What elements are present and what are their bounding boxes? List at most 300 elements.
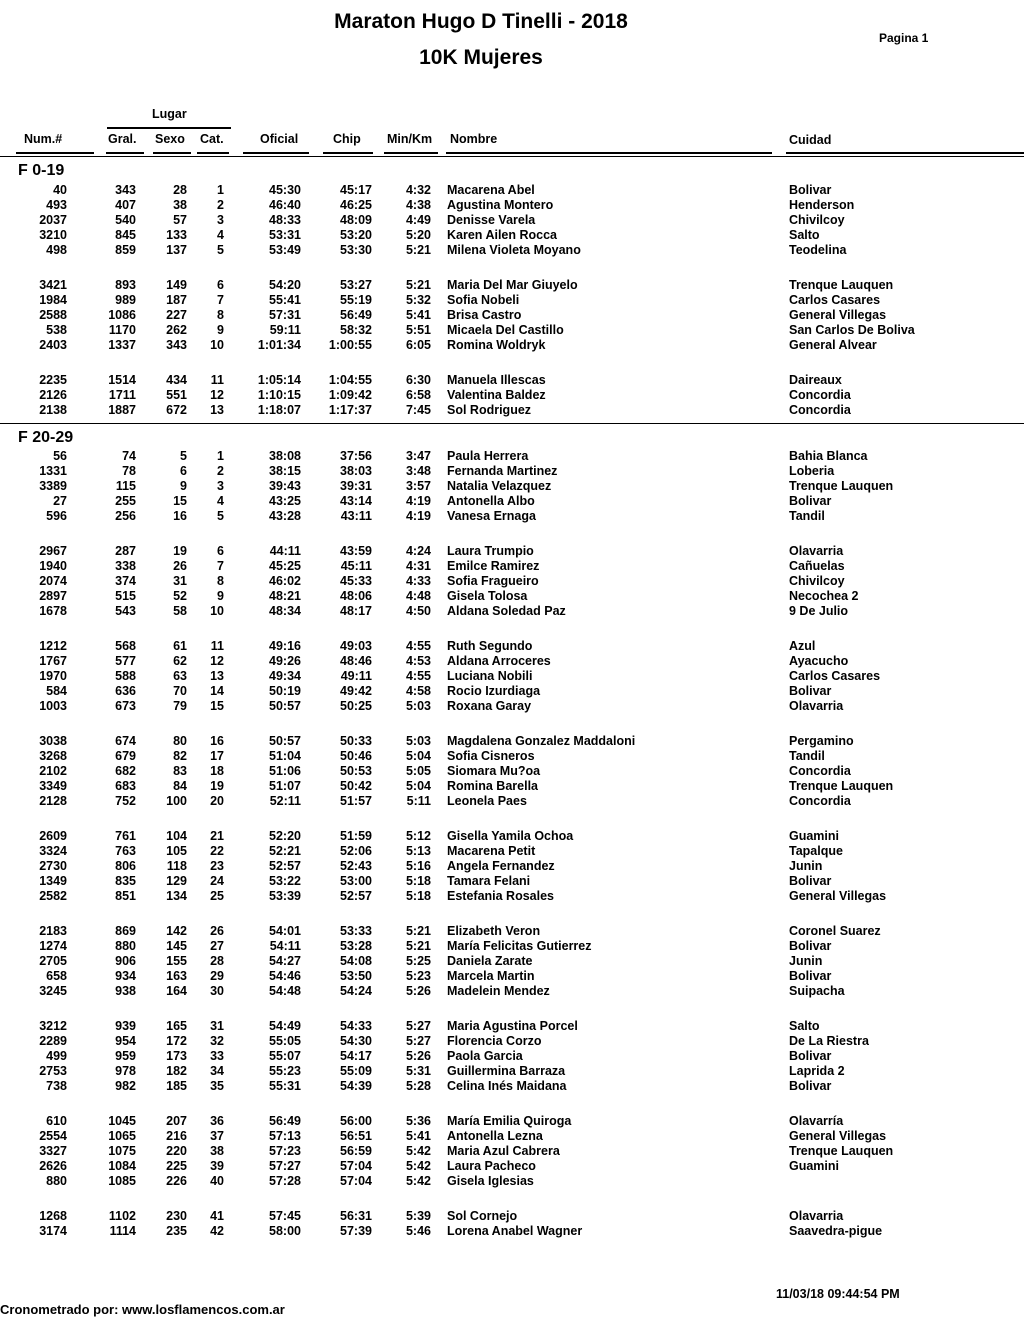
time-chip: 56:00: [340, 1113, 372, 1128]
place-gender: 182: [166, 1063, 187, 1078]
place-gender: 145: [166, 938, 187, 953]
time-chip: 1:00:55: [328, 337, 372, 352]
place-overall: 577: [115, 653, 136, 668]
pace: 5:31: [405, 1063, 431, 1078]
runner-city: De La Riestra: [789, 1033, 869, 1048]
bib-number: 3349: [39, 778, 67, 793]
time-official: 50:19: [269, 683, 301, 698]
runner-city: General Villegas: [789, 888, 887, 903]
pace: 5:32: [405, 292, 431, 307]
time-official: 52:11: [269, 793, 301, 808]
place-category: 21: [210, 828, 224, 843]
bib-number: 27: [53, 493, 67, 508]
time-official: 46:40: [269, 197, 301, 212]
place-gender: 105: [166, 843, 187, 858]
place-overall: 543: [115, 603, 136, 618]
time-chip: 48:17: [340, 603, 372, 618]
place-gender: 83: [173, 763, 187, 778]
pace: 5:03: [405, 698, 431, 713]
runner-city: Pergamino: [789, 733, 854, 748]
table-row: [0, 243, 1024, 258]
time-chip: 56:49: [340, 307, 372, 322]
place-category: 29: [210, 968, 224, 983]
place-category: 30: [210, 983, 224, 998]
place-gender: 551: [166, 387, 187, 402]
pace: 4:55: [405, 638, 431, 653]
time-official: 45:25: [269, 558, 301, 573]
pace: 5:03: [405, 733, 431, 748]
table-row: [0, 1079, 1024, 1094]
runner-name: Macarena Abel: [447, 182, 535, 197]
runner-name: Marcela Martin: [447, 968, 535, 983]
col-header-sexo: Sexo: [155, 132, 185, 146]
time-chip: 55:19: [340, 292, 372, 307]
place-overall: 934: [115, 968, 136, 983]
runner-name: Maria Agustina Porcel: [447, 1018, 578, 1033]
runner-name: Gisela Iglesias: [447, 1173, 534, 1188]
col-header-chip: Chip: [333, 132, 361, 146]
bib-number: 584: [46, 683, 67, 698]
bib-number: 56: [53, 448, 67, 463]
place-category: 22: [210, 843, 224, 858]
time-chip: 1:17:37: [328, 402, 372, 417]
time-official: 45:30: [269, 182, 301, 197]
place-gender: 226: [166, 1173, 187, 1188]
place-gender: 15: [173, 493, 187, 508]
time-chip: 54:24: [340, 983, 372, 998]
table-row: [0, 1129, 1024, 1144]
pace: 7:45: [405, 402, 431, 417]
time-chip: 54:17: [340, 1048, 372, 1063]
runner-name: Madelein Mendez: [447, 983, 550, 998]
time-official: 57:31: [269, 307, 301, 322]
place-overall: 761: [115, 828, 136, 843]
runner-name: Laura Trumpio: [447, 543, 534, 558]
header-underline-chip: [323, 152, 373, 154]
bib-number: 3324: [39, 843, 67, 858]
time-official: 55:23: [269, 1063, 301, 1078]
report-subtitle: 10K Mujeres: [419, 46, 543, 69]
bib-number: 596: [46, 508, 67, 523]
place-overall: 1086: [108, 307, 136, 322]
place-overall: 256: [115, 508, 136, 523]
time-chip: 38:03: [340, 463, 372, 478]
runner-name: Daniela Zarate: [447, 953, 533, 968]
time-chip: 50:25: [340, 698, 372, 713]
place-gender: 155: [166, 953, 187, 968]
bib-number: 1274: [39, 938, 67, 953]
runner-city: General Alvear: [789, 337, 877, 352]
time-official: 54:46: [269, 968, 301, 983]
pace: 5:05: [405, 763, 431, 778]
runner-name: Paola Garcia: [447, 1048, 523, 1063]
table-row: [0, 388, 1024, 403]
time-chip: 50:33: [340, 733, 372, 748]
runner-city: Daireaux: [789, 372, 842, 387]
place-category: 9: [217, 588, 224, 603]
table-row: [0, 1209, 1024, 1224]
time-official: 48:33: [269, 212, 301, 227]
runner-city: Trenque Lauquen: [789, 478, 894, 493]
runner-city: Tandil: [789, 748, 825, 763]
table-row: [0, 1034, 1024, 1049]
place-gender: 58: [173, 603, 187, 618]
place-gender: 82: [173, 748, 187, 763]
table-row: [0, 604, 1024, 619]
table-row: [0, 449, 1024, 464]
place-category: 11: [210, 638, 224, 653]
table-row: [0, 494, 1024, 509]
time-official: 43:25: [269, 493, 301, 508]
time-chip: 49:11: [340, 668, 372, 683]
place-gender: 230: [166, 1208, 187, 1223]
runner-city: Bolivar: [789, 493, 832, 508]
runner-name: Angela Fernandez: [447, 858, 555, 873]
category-heading: F 20-29: [18, 429, 74, 446]
bib-number: 498: [46, 242, 67, 257]
bib-number: 499: [46, 1048, 67, 1063]
runner-city: Trenque Lauquen: [789, 277, 894, 292]
place-category: 14: [210, 683, 224, 698]
time-official: 48:21: [269, 588, 301, 603]
place-overall: 880: [115, 938, 136, 953]
col-header-minkm: Min/Km: [387, 132, 433, 146]
table-row: [0, 1019, 1024, 1034]
place-overall: 115: [115, 478, 136, 493]
place-overall: 588: [115, 668, 136, 683]
place-gender: 149: [166, 277, 187, 292]
table-row: [0, 859, 1024, 874]
place-overall: 568: [115, 638, 136, 653]
col-header-ciudad: Cuidad: [789, 133, 832, 147]
bib-number: 2609: [39, 828, 67, 843]
bib-number: 2126: [39, 387, 67, 402]
place-category: 38: [210, 1143, 224, 1158]
bib-number: 1212: [39, 638, 67, 653]
time-official: 58:00: [269, 1223, 301, 1238]
runner-name: Gisella Yamila Ochoa: [447, 828, 574, 843]
place-category: 24: [210, 873, 224, 888]
time-official: 50:57: [269, 698, 301, 713]
table-row: [0, 1114, 1024, 1129]
runner-name: Laura Pacheco: [447, 1158, 536, 1173]
pace: 4:32: [405, 182, 431, 197]
place-overall: 1711: [108, 387, 136, 402]
time-official: 53:49: [269, 242, 301, 257]
runner-name: Macarena Petit: [447, 843, 536, 858]
header-underline-ciudad: [786, 152, 1024, 154]
runner-city: Salto: [789, 227, 820, 242]
runner-name: Maria Del Mar Giuyelo: [447, 277, 578, 292]
pace: 4:31: [405, 558, 431, 573]
place-overall: 752: [115, 793, 136, 808]
runner-name: Natalia Velazquez: [447, 478, 552, 493]
time-official: 50:57: [269, 733, 301, 748]
pace: 6:30: [405, 372, 431, 387]
print-timestamp: 11/03/18 09:44:54 PM: [776, 1287, 900, 1301]
place-category: 1: [217, 182, 224, 197]
table-row: [0, 684, 1024, 699]
header-underline-cat: [197, 152, 229, 154]
place-category: 8: [217, 573, 224, 588]
bib-number: 2102: [39, 763, 67, 778]
table-row: [0, 198, 1024, 213]
bib-number: 2588: [39, 307, 67, 322]
time-chip: 52:57: [340, 888, 372, 903]
time-chip: 57:04: [340, 1173, 372, 1188]
place-category: 15: [210, 698, 224, 713]
time-chip: 52:43: [340, 858, 372, 873]
time-official: 55:31: [269, 1078, 301, 1093]
place-category: 4: [217, 493, 224, 508]
runner-name: Ruth Segundo: [447, 638, 533, 653]
bib-number: 2074: [39, 573, 67, 588]
runner-city: Bolivar: [789, 968, 832, 983]
runner-city: Bolivar: [789, 938, 832, 953]
place-gender: 79: [173, 698, 187, 713]
pace: 5:18: [405, 888, 431, 903]
place-overall: 1514: [108, 372, 136, 387]
table-row: [0, 293, 1024, 308]
header-underline-sexo: [153, 152, 191, 154]
place-overall: 806: [115, 858, 136, 873]
place-overall: 1887: [108, 402, 136, 417]
runner-city: Saavedra-pigue: [789, 1223, 883, 1238]
col-header-cat: Cat.: [200, 132, 224, 146]
place-category: 17: [210, 748, 224, 763]
place-gender: 104: [166, 828, 187, 843]
place-overall: 1065: [108, 1128, 136, 1143]
runner-city: Concordia: [789, 793, 851, 808]
table-row: [0, 278, 1024, 293]
runner-city: Bolivar: [789, 1048, 832, 1063]
bib-number: 2138: [39, 402, 67, 417]
runner-city: Bahia Blanca: [789, 448, 868, 463]
place-category: 19: [210, 778, 224, 793]
header-underline-minkm: [384, 152, 438, 154]
bib-number: 2183: [39, 923, 67, 938]
table-row: [0, 844, 1024, 859]
place-overall: 763: [115, 843, 136, 858]
place-gender: 216: [166, 1128, 187, 1143]
pace: 5:23: [405, 968, 431, 983]
place-overall: 1045: [108, 1113, 136, 1128]
pace: 3:57: [405, 478, 431, 493]
time-official: 51:06: [269, 763, 301, 778]
time-chip: 54:39: [340, 1078, 372, 1093]
place-overall: 978: [115, 1063, 136, 1078]
runner-city: Loberia: [789, 463, 835, 478]
pace: 5:21: [405, 277, 431, 292]
place-category: 37: [210, 1128, 224, 1143]
time-official: 53:39: [269, 888, 301, 903]
time-chip: 57:39: [340, 1223, 372, 1238]
place-category: 18: [210, 763, 224, 778]
time-chip: 55:09: [340, 1063, 372, 1078]
pace: 5:18: [405, 873, 431, 888]
place-category: 12: [210, 653, 224, 668]
runner-name: Sofia Nobeli: [447, 292, 520, 307]
place-category: 3: [217, 478, 224, 493]
place-overall: 255: [115, 493, 136, 508]
bib-number: 1767: [39, 653, 67, 668]
bib-number: 658: [46, 968, 67, 983]
time-chip: 48:46: [340, 653, 372, 668]
table-row: [0, 213, 1024, 228]
runner-name: Roxana Garay: [447, 698, 532, 713]
col-header-lugar: Lugar: [152, 107, 187, 121]
place-gender: 129: [166, 873, 187, 888]
runner-city: Trenque Lauquen: [789, 1143, 894, 1158]
time-chip: 48:06: [340, 588, 372, 603]
time-official: 59:11: [269, 322, 301, 337]
time-chip: 43:11: [340, 508, 372, 523]
time-chip: 52:06: [340, 843, 372, 858]
runner-city: Henderson: [789, 197, 855, 212]
place-category: 32: [210, 1033, 224, 1048]
table-row: [0, 308, 1024, 323]
pace: 5:11: [406, 793, 431, 808]
place-category: 3: [217, 212, 224, 227]
runner-city: Trenque Lauquen: [789, 778, 894, 793]
time-chip: 49:42: [340, 683, 372, 698]
place-gender: 225: [166, 1158, 187, 1173]
header-underline-gral: [106, 152, 144, 154]
pace: 4:58: [405, 683, 431, 698]
runner-name: Sofia Fragueiro: [447, 573, 539, 588]
pace: 5:36: [405, 1113, 431, 1128]
bib-number: 2037: [39, 212, 67, 227]
time-chip: 51:57: [340, 793, 372, 808]
runner-name: Emilce Ramirez: [447, 558, 540, 573]
place-overall: 1114: [109, 1223, 136, 1238]
place-overall: 338: [115, 558, 136, 573]
time-chip: 53:30: [340, 242, 372, 257]
time-chip: 53:20: [340, 227, 372, 242]
time-chip: 50:42: [340, 778, 372, 793]
bib-number: 1003: [39, 698, 67, 713]
place-gender: 84: [173, 778, 187, 793]
bib-number: 2897: [39, 588, 67, 603]
pace: 5:42: [405, 1158, 431, 1173]
runner-name: Celina Inés Maidana: [447, 1078, 567, 1093]
table-row: [0, 969, 1024, 984]
place-overall: 374: [115, 573, 136, 588]
place-gender: 28: [173, 182, 187, 197]
time-chip: 54:08: [340, 953, 372, 968]
bib-number: 2235: [39, 372, 67, 387]
table-row: [0, 479, 1024, 494]
place-gender: 118: [166, 858, 187, 873]
runner-name: Guillermina Barraza: [447, 1063, 566, 1078]
table-row: [0, 699, 1024, 714]
header-underline-nombre: [446, 152, 772, 154]
place-gender: 262: [166, 322, 187, 337]
runner-city: Cañuelas: [789, 558, 845, 573]
runner-city: Tandil: [789, 508, 825, 523]
runner-name: Manuela Illescas: [447, 372, 546, 387]
time-official: 57:28: [269, 1173, 301, 1188]
table-row: [0, 924, 1024, 939]
bib-number: 2403: [39, 337, 67, 352]
place-category: 36: [210, 1113, 224, 1128]
bib-number: 3212: [39, 1018, 67, 1033]
runner-city: Concordia: [789, 763, 851, 778]
pace: 5:12: [405, 828, 431, 843]
time-official: 52:57: [269, 858, 301, 873]
time-official: 1:01:34: [257, 337, 301, 352]
place-category: 39: [210, 1158, 224, 1173]
place-category: 41: [210, 1208, 224, 1223]
pace: 5:16: [405, 858, 431, 873]
time-official: 57:27: [269, 1158, 301, 1173]
table-row: [0, 734, 1024, 749]
runner-city: Suipacha: [789, 983, 845, 998]
runner-city: Tapalque: [789, 843, 843, 858]
table-row: [0, 984, 1024, 999]
runner-name: Tamara Felani: [447, 873, 531, 888]
time-official: 38:08: [269, 448, 301, 463]
time-official: 57:13: [269, 1128, 301, 1143]
table-row: [0, 794, 1024, 809]
bib-number: 2753: [39, 1063, 67, 1078]
bib-number: 493: [46, 197, 67, 212]
place-category: 7: [217, 558, 224, 573]
place-gender: 38: [173, 197, 187, 212]
time-chip: 56:59: [340, 1143, 372, 1158]
time-chip: 49:03: [340, 638, 372, 653]
pace: 3:47: [405, 448, 431, 463]
runner-name: Florencia Corzo: [447, 1033, 542, 1048]
time-official: 46:02: [269, 573, 301, 588]
pace: 4:55: [405, 668, 431, 683]
runner-name: Romina Woldryk: [447, 337, 546, 352]
pace: 4:38: [405, 197, 431, 212]
time-official: 53:31: [269, 227, 301, 242]
place-gender: 227: [166, 307, 187, 322]
place-category: 20: [210, 793, 224, 808]
place-gender: 134: [166, 888, 187, 903]
time-official: 1:18:07: [257, 402, 301, 417]
place-category: 42: [210, 1223, 224, 1238]
runner-city: Bolivar: [789, 873, 832, 888]
place-overall: 982: [115, 1078, 136, 1093]
runner-name: Aldana Soledad Paz: [447, 603, 566, 618]
place-category: 6: [217, 543, 224, 558]
pace: 4:48: [405, 588, 431, 603]
place-gender: 9: [180, 478, 187, 493]
place-gender: 5: [180, 448, 187, 463]
time-official: 49:34: [269, 668, 301, 683]
place-overall: 287: [115, 543, 136, 558]
time-official: 1:05:14: [257, 372, 301, 387]
place-overall: 1075: [108, 1143, 136, 1158]
bib-number: 2128: [39, 793, 67, 808]
time-chip: 51:59: [340, 828, 372, 843]
place-overall: 939: [115, 1018, 136, 1033]
runner-name: Milena Violeta Moyano: [447, 242, 581, 257]
time-chip: 39:31: [340, 478, 372, 493]
place-category: 31: [210, 1018, 224, 1033]
runner-city: Coronel Suarez: [789, 923, 881, 938]
header-underline-num: [16, 152, 94, 154]
pace: 5:26: [405, 983, 431, 998]
bib-number: 3389: [39, 478, 67, 493]
bib-number: 1984: [39, 292, 67, 307]
place-category: 12: [210, 387, 224, 402]
time-official: 55:41: [269, 292, 301, 307]
place-category: 6: [217, 277, 224, 292]
